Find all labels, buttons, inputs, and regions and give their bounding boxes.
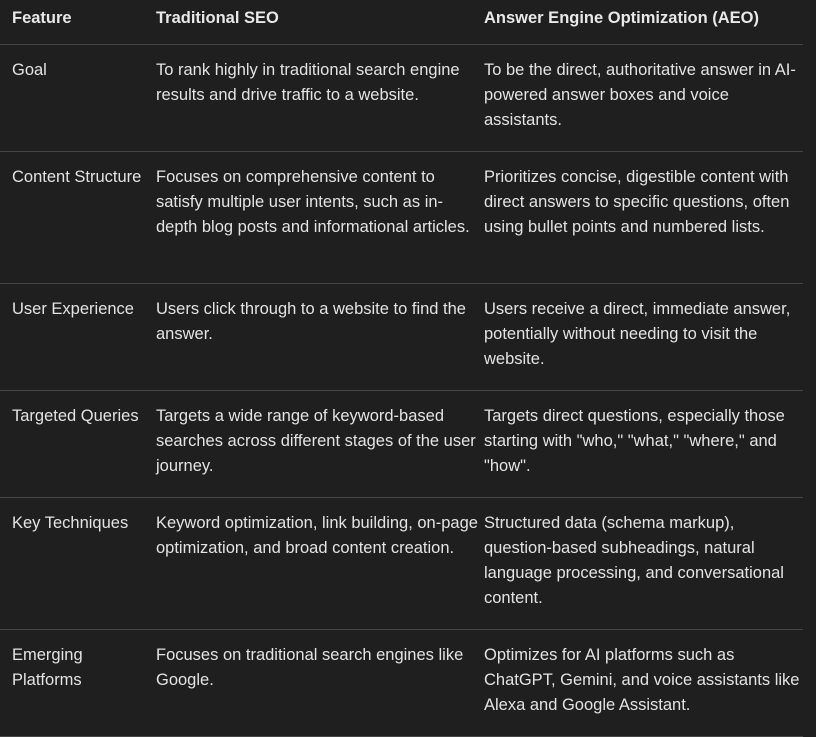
feature-cell: User Experience [0,284,144,391]
table-row [0,284,803,391]
table-row [0,630,803,737]
seo-cell: To rank highly in traditional search engine results and drive traffic to a website. [144,45,484,152]
feature-cell: Content Structure [0,152,144,284]
seo-cell: Focuses on comprehensive content to satisfy multiple user intents, such as in-depth blog posts and informational articles. [144,152,484,284]
seo-cell: Keyword optimization, link building, on-page optimization, and broad content creation. [144,498,484,630]
seo-cell: Targets a wide range of keyword-based searches across different stages of the user journey. [144,391,484,498]
table-row [0,391,803,498]
table-row [0,45,803,152]
feature-cell: Emerging Platforms [0,630,144,737]
aeo-cell: Targets direct questions, especially those starting with "who," "what," "where," and "how". [484,391,803,498]
aeo-cell: Prioritizes concise, digestible content with direct answers to specific questions, often using bullet points and numbered lists. [484,152,803,284]
seo-cell: Users click through to a website to find the answer. [144,284,484,391]
feature-cell: Targeted Queries [0,391,144,498]
aeo-cell: Structured data (schema markup), question-based subheadings, natural language processing, and conversational content. [484,498,803,630]
aeo-cell: Optimizes for AI platforms such as ChatGPT, Gemini, and voice assistants like Alexa and Google Assistant. [484,630,803,737]
table-row [0,152,803,284]
aeo-cell: To be the direct, authoritative answer in AI-powered answer boxes and voice assistants. [484,45,803,152]
table-header-row [0,0,803,45]
seo-cell: Focuses on traditional search engines like Google. [144,630,484,737]
feature-cell: Key Techniques [0,498,144,630]
feature-cell: Goal [0,45,144,152]
header-traditional-seo: Traditional SEO [156,9,279,27]
header-aeo: Answer Engine Optimization (AEO) [484,9,760,27]
header-feature: Feature [12,9,72,27]
table-row [0,498,803,630]
aeo-cell: Users receive a direct, immediate answer, potentially without needing to visit the website. [484,284,803,391]
